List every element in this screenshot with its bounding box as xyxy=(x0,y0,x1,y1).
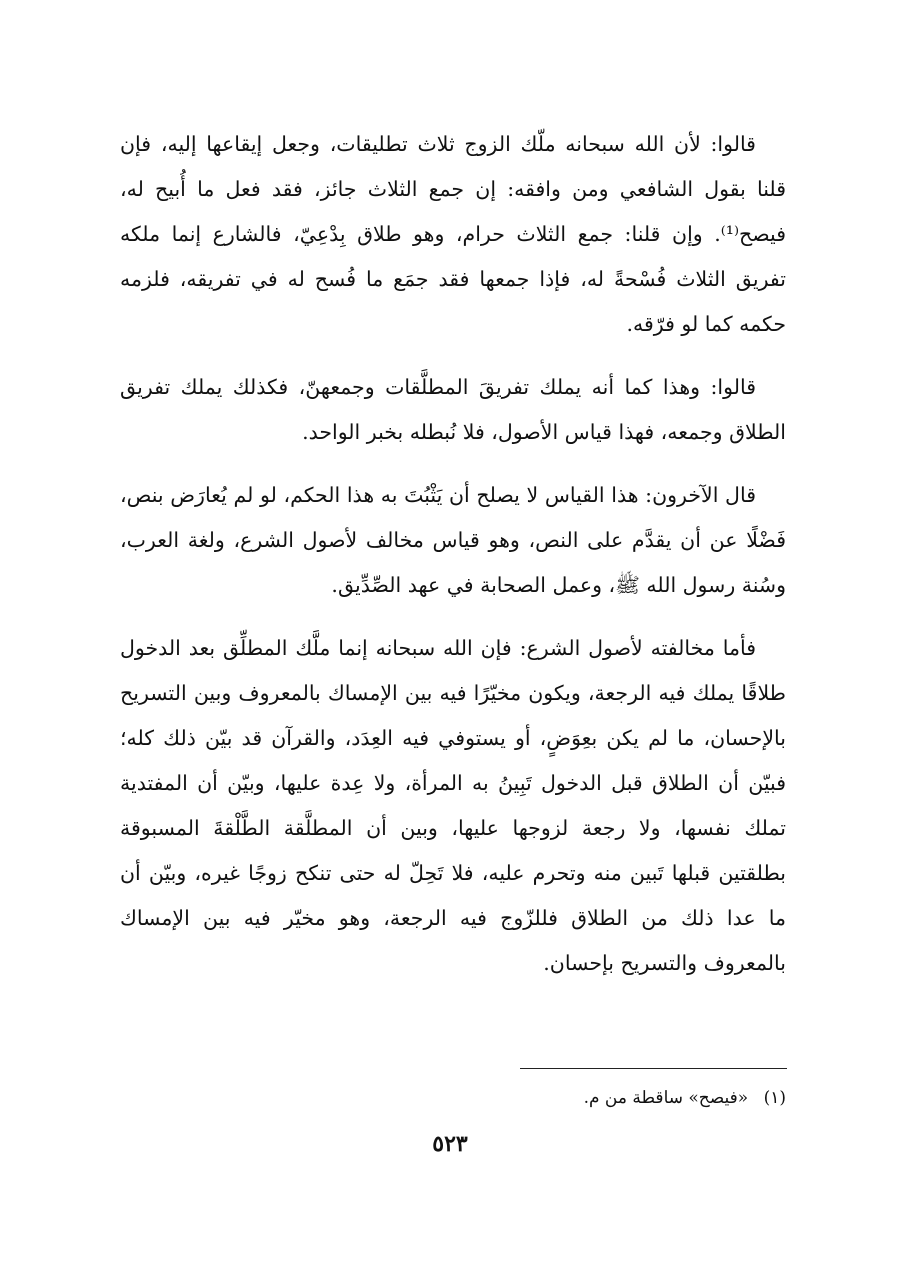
footnote-text: «فيصح» ساقطة من م. xyxy=(583,1088,749,1108)
paragraph-1: قالوا: لأن الله سبحانه ملّك الزوج ثلاث تطليقات، وجعل إيقاعها إليه، فإن قلنا بقول الشافعي ومن وافقه: إن جمع الثلاث جائز، فقد فعل ما أُبيح له، فيصح⁽¹⁾. وإن قلنا: جمع الثلاث حرام، وهو طلاق بِدْعِيّ، فالشارع إنما ملكه تفريق الثلاث فُسْحةً له، فإذا جمعها فقد جمَع ما فُسح له في تفريقه، فلزمه حكمه كما لو فرّقه. xyxy=(120,132,786,336)
page-number: ٥٢٣ xyxy=(432,1131,468,1157)
paragraph-3: قال الآخرون: هذا القياس لا يصلح أن يَثْبُتَ به هذا الحكم، لو لم يُعارَض بنص، فَضْلًا عن أن يقدَّم على النص، وهو قياس مخالف لأصول الشرع، ولغة العرب، وسُنة رسول الله ﷺ، وعمل الصحابة في عهد الصِّدِّيق. xyxy=(120,483,786,597)
footnote-divider xyxy=(520,1068,787,1069)
paragraph-4: فأما مخالفته لأصول الشرع: فإن الله سبحانه إنما ملَّك المطلِّق بعد الدخول طلاقًا يملك فيه الرجعة، ويكون مخيّرًا فيه بين الإمساك بالمعروف وبين التسريح بالإحسان، ما لم يكن بعِوَضٍ، أو يستوفي فيه العِدَد، والقرآن قد بيّن ذلك كله؛ فبيّن أن الطلاق قبل الدخول تَبِينُ به المرأة، ولا عِدة عليها، وبيّن أن المفتدية تملك نفسها، ولا رجعة لزوجها عليها، وبين أن المطلَّقة الطَّلْقةَ المسبوقة بطلقتين قبلها تَبين منه وتحرم عليه، فلا تَحِلّ له حتى تنكح زوجًا غيره، وبيّن أن ما عدا ذلك من الطلاق فللزّوج فيه الرجعة، وهو مخيّر فيه بين الإمساك بالمعروف والتسريح بإحسان. xyxy=(120,636,786,975)
footnote-number: (١) xyxy=(763,1088,786,1108)
main-text xyxy=(120,122,786,986)
footnote xyxy=(120,1080,786,1116)
paragraph-2: قالوا: وهذا كما أنه يملك تفريقَ المطلَّقات وجمعهنّ، فكذلك يملك تفريق الطلاق وجمعه، فهذا قياس الأصول، فلا نُبطله بخبر الواحد. xyxy=(120,375,786,444)
